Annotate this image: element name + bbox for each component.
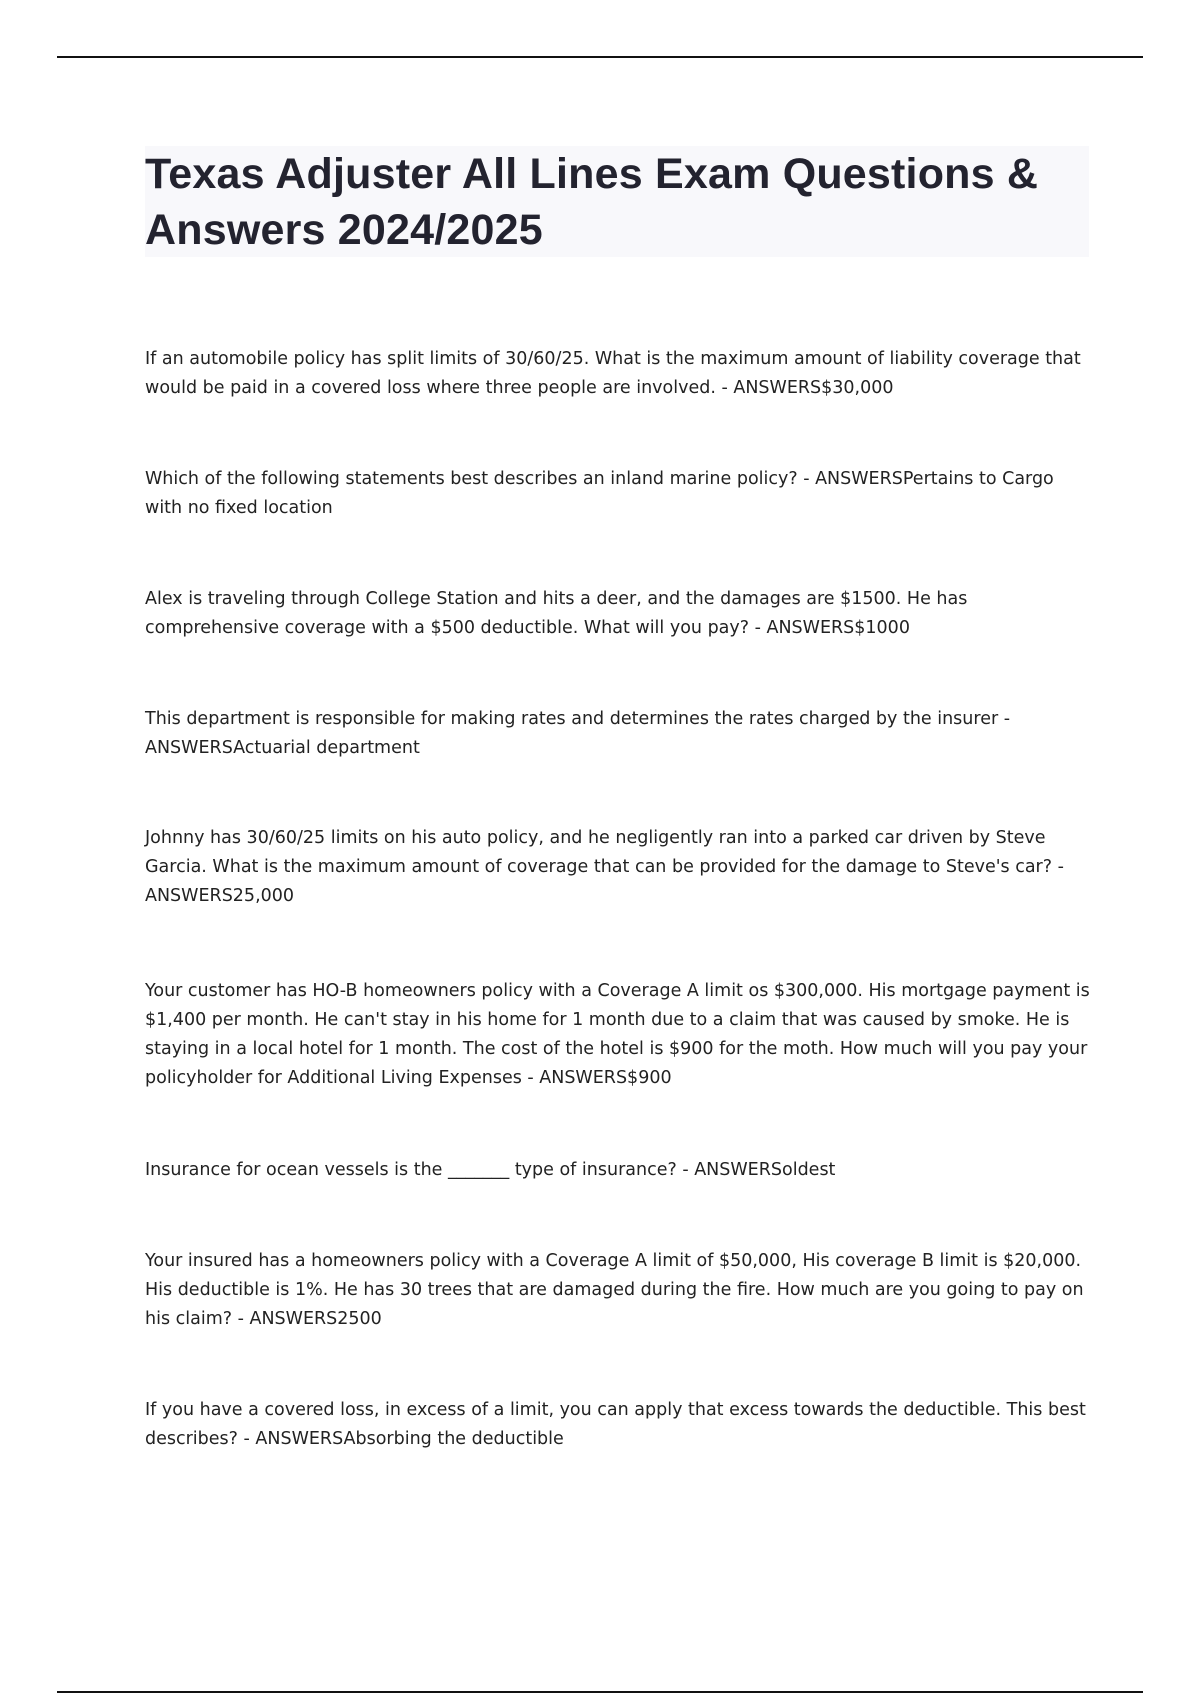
qa-item: Alex is traveling through College Station and hits a deer, and the damages are $1500. He has comprehensive coverage with a $500 deductible. What will you pay? - ANSWERS$1000 <box>145 589 968 638</box>
qa-item: Which of the following statements best describes an inland marine policy? - ANSWERSPertains to Cargo with no fixed location <box>145 469 1054 518</box>
qa-item: Your customer has HO-B homeowners policy with a Coverage A limit os $300,000. His mortgage payment is $1,400 per month. He can't stay in his home for 1 month due to a claim that was caused by smoke. He is staying in a local hotel for 1 month. The cost of the hotel is $900 for the moth. How much will you pay your policyholder for Additional Living Expenses - ANSWERS$900 <box>145 981 1090 1088</box>
top-divider <box>57 56 1143 58</box>
qa-item: This department is responsible for making rates and determines the rates charged by the insurer - ANSWERSActuarial department <box>145 709 1011 758</box>
qa-item: Insurance for ocean vessels is the _______ type of insurance? - ANSWERSoldest <box>145 1160 836 1180</box>
bottom-divider <box>57 1691 1143 1693</box>
qa-item: If an automobile policy has split limits of 30/60/25. What is the maximum amount of liability coverage that would be paid in a covered loss where three people are involved. - ANSWERS$30,000 <box>145 349 1081 398</box>
title-banner <box>145 146 1089 257</box>
page-title: Texas Adjuster All Lines Exam Questions & Answers 2024/2025 <box>145 150 1039 254</box>
qa-item: If you have a covered loss, in excess of a limit, you can apply that excess towards the deductible. This best describes? - ANSWERSAbsorbing the deductible <box>145 1400 1086 1449</box>
qa-item: Your insured has a homeowners policy with a Coverage A limit of $50,000, His coverage B limit is $20,000. His deductible is 1%. He has 30 trees that are damaged during the fire. How much are you going to pay on his claim? - ANSWERS2500 <box>145 1251 1084 1329</box>
qa-item: Johnny has 30/60/25 limits on his auto policy, and he negligently ran into a parked car driven by Steve Garcia. What is the maximum amount of coverage that can be provided for the damage to Steve's car? - ANSWERS25,000 <box>145 828 1064 906</box>
